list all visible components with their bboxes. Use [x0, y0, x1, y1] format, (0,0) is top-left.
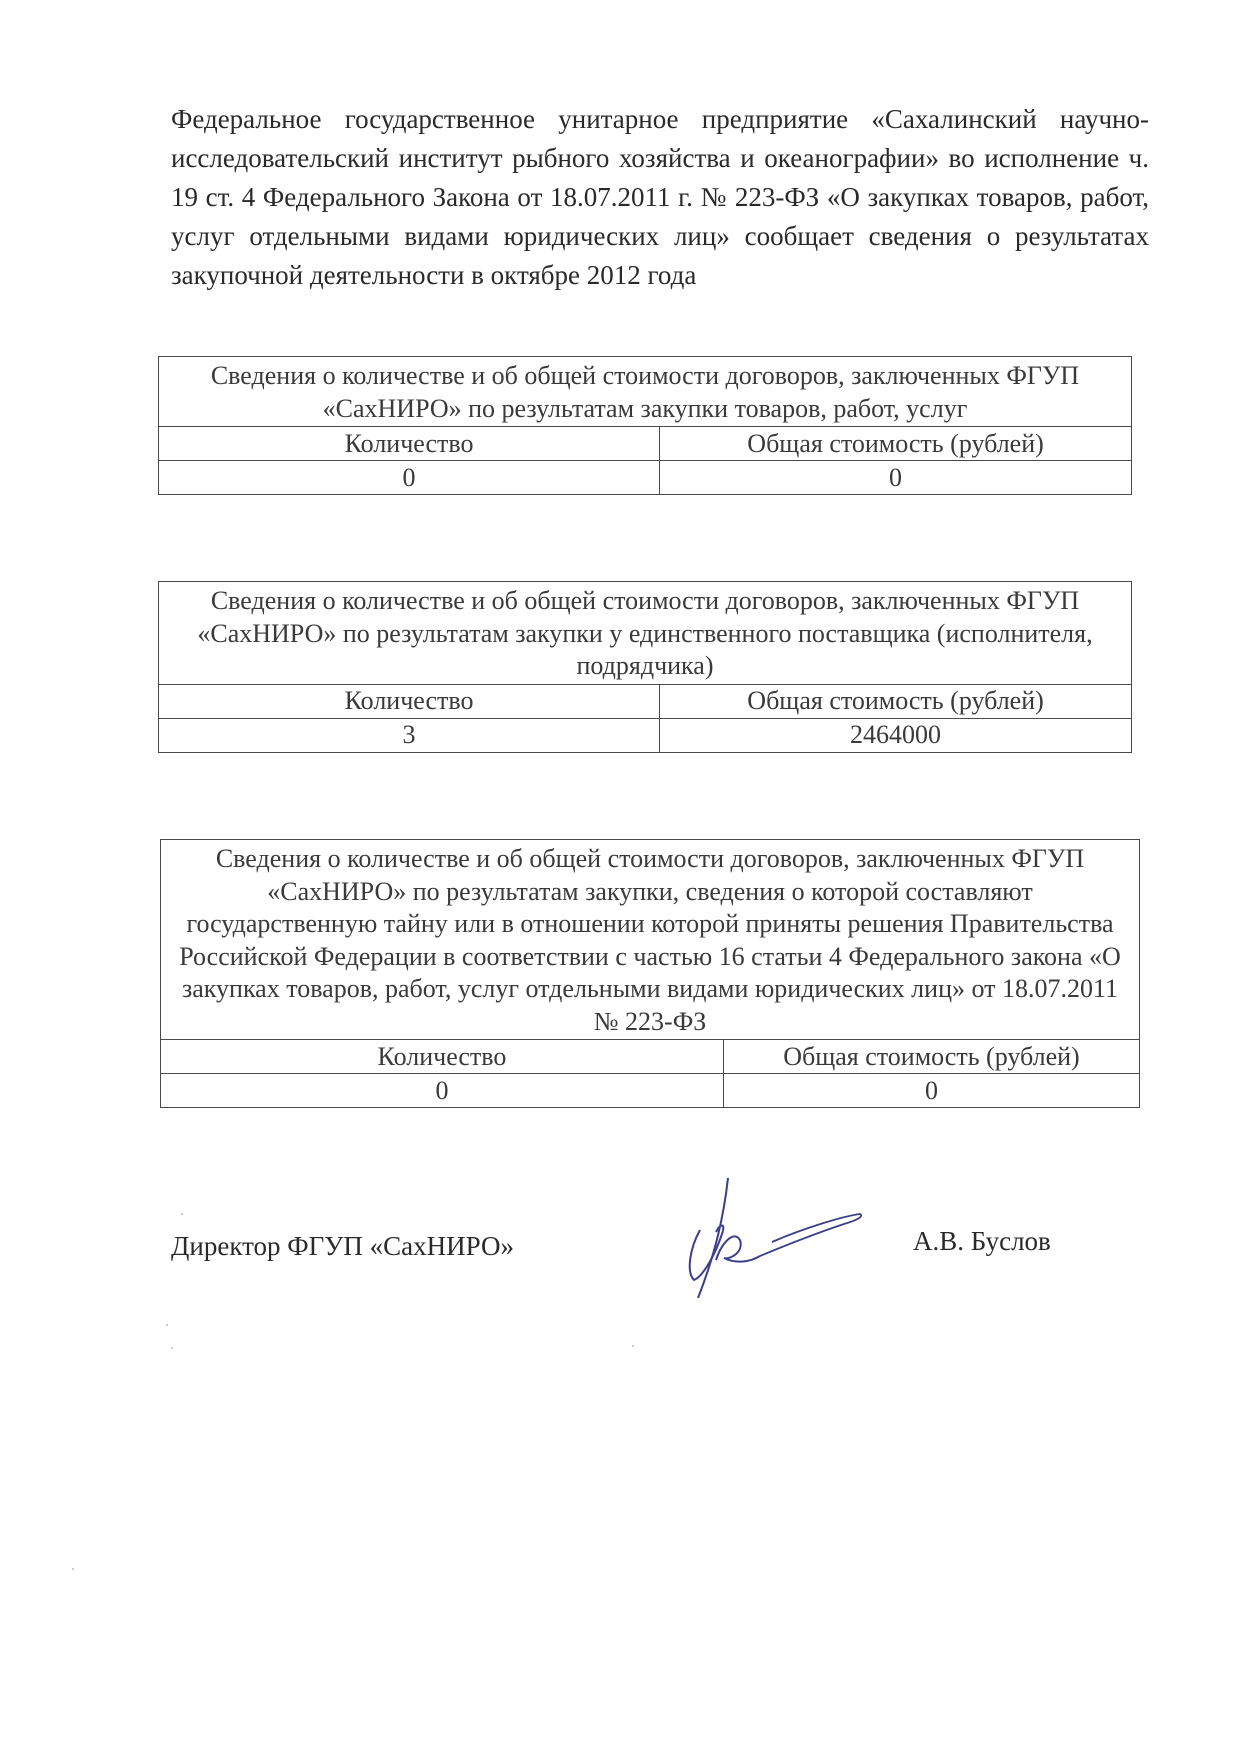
state-secret-table [160, 839, 1140, 1108]
scan-speck [72, 1568, 74, 1570]
cost-value: 0 [660, 461, 1132, 495]
count-value: 3 [159, 718, 660, 752]
intro-paragraph: Федеральное государственное унитарное предприятие «Сахалинский научно-исследовательский институт рыбного хозяйства и океанографии» во исполнение ч. 19 ст. 4 Федерального Закона от 18.07.2011 г. № 223-ФЗ «О закупках товаров, работ, услуг отдельными видами юридических лиц» сообщает сведения о результатах закупочной деятельности в октябре 2012 года [171, 104, 1149, 290]
scan-speck [632, 1345, 634, 1347]
table-heading: Сведения о количестве и об общей стоимости договоров, заключенных ФГУП «СахНИРО» по результатам закупки, сведения о которой составляют государственную тайну или в отношении которой приняты решения Правительства Российской Федерации в соответствии с частью 16 статьи 4 Федерального закона «О закупках товаров, работ, услуг отдельными видами юридических лиц» от 18.07.2011 № 223-ФЗ [161, 840, 1140, 1040]
purchases-table [158, 356, 1132, 495]
count-value: 0 [159, 461, 660, 495]
cost-header: Общая стоимость (рублей) [660, 427, 1132, 461]
cost-header: Общая стоимость (рублей) [660, 684, 1132, 718]
single-supplier-table [158, 581, 1132, 753]
table-heading: Сведения о количестве и об общей стоимости договоров, заключенных ФГУП «СахНИРО» по результатам закупки товаров, работ, услуг [159, 357, 1132, 427]
table-heading: Сведения о количестве и об общей стоимости договоров, заключенных ФГУП «СахНИРО» по результатам закупки у единственного поставщика (исполнителя, подрядчика) [159, 582, 1132, 685]
count-header: Количество [159, 427, 660, 461]
handwritten-signature [664, 1168, 884, 1298]
signatory-role: Директор ФГУП «СахНИРО» [171, 1231, 514, 1261]
scan-speck [171, 1347, 173, 1349]
cost-value: 0 [723, 1074, 1139, 1108]
count-header: Количество [159, 684, 660, 718]
signatory-name: А.В. Буслов [913, 1226, 1051, 1256]
count-value: 0 [161, 1074, 724, 1108]
scan-speck [166, 1324, 168, 1326]
count-header: Количество [161, 1040, 724, 1074]
cost-header: Общая стоимость (рублей) [723, 1040, 1139, 1074]
scan-speck [181, 1213, 183, 1215]
cost-value: 2464000 [660, 718, 1132, 752]
